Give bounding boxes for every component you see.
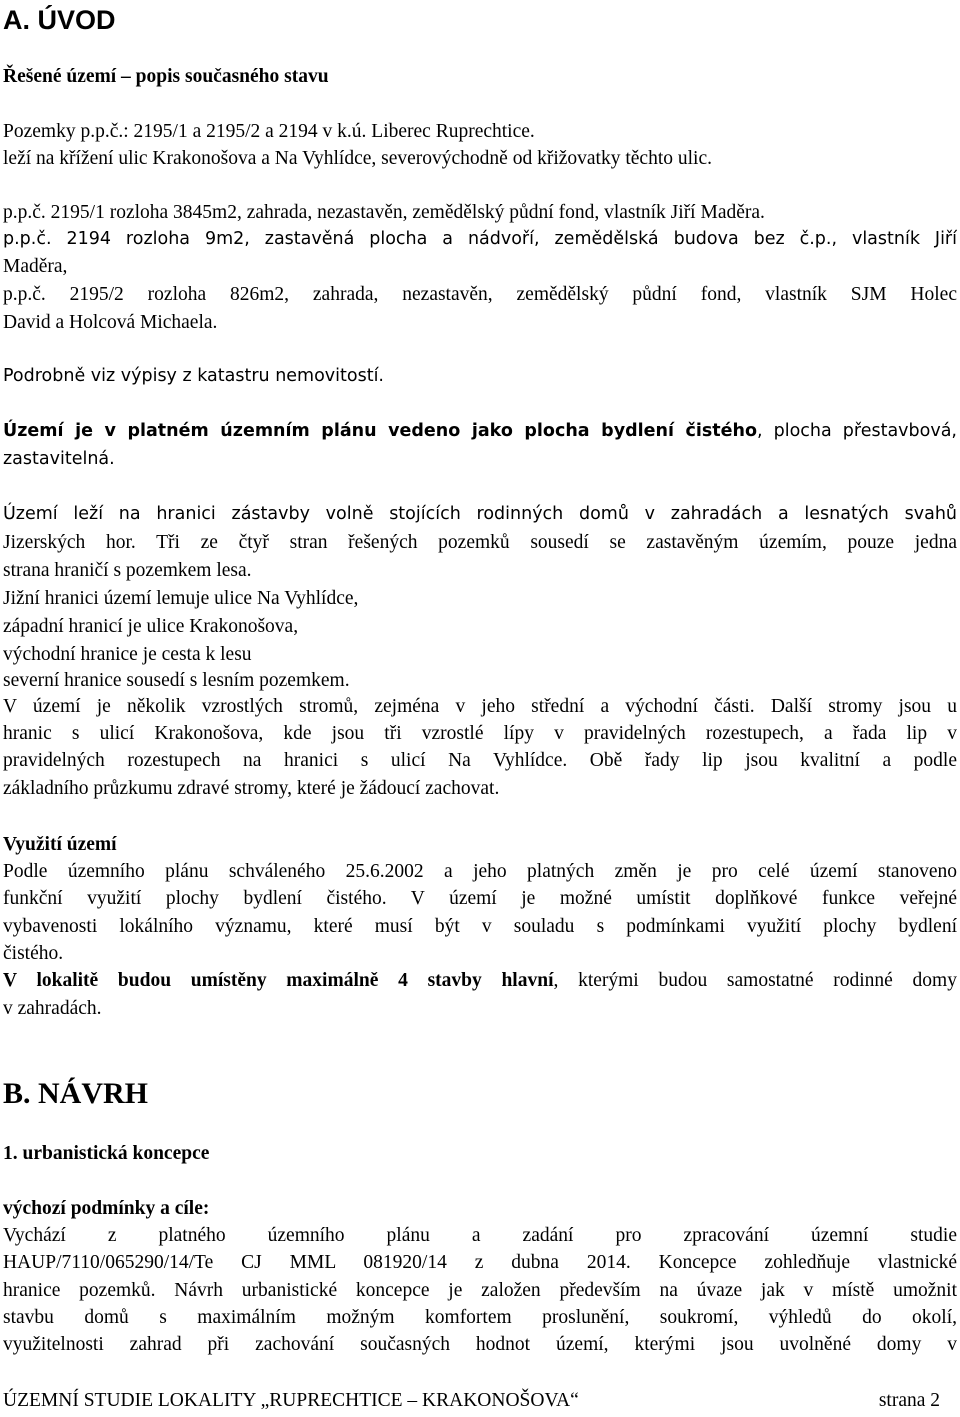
parcel-line: p.p.č. 2195/1 rozloha 3845m2, zahrada, nezastavěn, zemědělský půdní fond, vlastník Jiří Maděra. [3, 202, 765, 223]
footer-page-number: strana 2 [878, 1390, 940, 1411]
vyuziti-bold-line [3, 967, 957, 994]
urban-heading: 1. urbanistická koncepce [3, 1143, 210, 1164]
vyuziti-heading: Využití území [3, 834, 117, 855]
description-line: V území je několik vzrostlých stromů, zejména v jeho střední a východní části. Další stromy jsou u [3, 696, 957, 717]
description-line: strana hraničí s pozemkem lesa. [3, 560, 252, 581]
podrobne-note: Podrobně viz výpisy z katastru nemovitostí. [3, 366, 384, 386]
intro-line: leží na křížení ulic Krakonošova a Na Vyhlídce, severovýchodně od křižovatky těchto ulic. [3, 148, 712, 169]
parcel-line: David a Holcová Michaela. [3, 312, 218, 333]
heading-a-uvod: A. ÚVOD [3, 5, 116, 35]
uzemni-plan-line [3, 418, 957, 445]
vychozi-line: HAUP/7110/065290/14/Te CJ MML 081920/14 z dubna 2014. Koncepce zohledňuje vlastnické [3, 1252, 957, 1273]
description-line: pravidelných rozestupech na hranici s ulicí Na Vyhlídce. Obě řady lip jsou kvalitní a podle [3, 750, 957, 771]
description-line: východní hranice je cesta k lesu [3, 644, 252, 665]
vychozi-line: využitelnosti zahrad při zachování současných hodnot území, kterými jsou uvolněné domy v [3, 1334, 957, 1355]
subheading-resene-uzemi: Řešené území – popis současného stavu [3, 66, 329, 87]
intro-line: Pozemky p.p.č.: 2195/1 a 2195/2 a 2194 v k.ú. Liberec Ruprechtice. [3, 121, 535, 142]
vyuziti-bold-rest: , kterými budou samostatné rodinné domy [553, 970, 957, 991]
description-line: severní hranice sousedí s lesním pozemkem. [3, 670, 350, 691]
vychozi-line: stavbu domů s maximálním možným komfortem proslunění, soukromí, výhledů do okolí, [3, 1307, 957, 1328]
vyuziti-bold: V lokalitě budou umístěny maximálně 4 stavby hlavní [3, 970, 554, 991]
description-line: Jizerských hor. Tři ze čtyř stran řešených pozemků sousedí se zastavěným územím, pouze jedna [3, 532, 957, 553]
parcel-line: p.p.č. 2195/2 rozloha 826m2, zahrada, nezastavěn, zemědělský půdní fond, vlastník SJM Holec [3, 284, 957, 305]
footer-title: ÚZEMNÍ STUDIE LOKALITY „RUPRECHTICE – KRAKONOŠOVA“ [3, 1390, 579, 1411]
description-line: hranic s ulicí Krakonošova, kde jsou tři vzrostlé lípy v pravidelných rozestupech, a řada lip v [3, 723, 957, 744]
vyuziti-line: Podle územního plánu schváleného 25.6.2002 a jeho platných změn je pro celé území stanoveno [3, 861, 957, 882]
uzemni-plan-rest: , plocha přestavbová, [757, 421, 957, 441]
description-line: základního průzkumu zdravé stromy, které je žádoucí zachovat. [3, 778, 500, 799]
heading-b-navrh: B. NÁVRH [3, 1077, 149, 1110]
vyuziti-line: čistého. [3, 943, 64, 964]
description-line: Jižní hranici území lemuje ulice Na Vyhlídce, [3, 588, 359, 609]
description-line: Území leží na hranici zástavby volně stojících rodinných domů v zahradách a lesnatých svahů [3, 504, 957, 524]
vychozi-heading: výchozí podmínky a cíle: [3, 1198, 210, 1219]
uzemni-plan-bold: Území je v platném územním plánu vedeno jako plocha bydlení čistého [3, 421, 758, 441]
uzemni-plan-line2: zastavitelná. [3, 449, 115, 469]
vychozi-line: Vychází z platného územního plánu a zadání pro zpracování územní studie [3, 1225, 957, 1246]
description-line: západní hranicí je ulice Krakonošova, [3, 616, 299, 637]
page-footer [3, 1387, 940, 1414]
vychozi-line: hranice pozemků. Návrh urbanistické koncepce je založen především na úvaze jak v místě umožnit [3, 1280, 957, 1301]
parcel-line: p.p.č. 2194 rozloha 9m2, zastavěná plocha a nádvoří, zemědělská budova bez č.p., vlastník Jiří [3, 229, 957, 249]
vyuziti-line: vybavenosti lokálního významu, které musí být v souladu s podmínkami využití plochy bydlení [3, 916, 957, 937]
parcel-line: Maděra, [3, 256, 68, 277]
vyuziti-last: v zahradách. [3, 998, 102, 1019]
vyuziti-line: funkční využití plochy bydlení čistého. V území je možné umístit doplňkové funkce veřejné [3, 888, 957, 909]
